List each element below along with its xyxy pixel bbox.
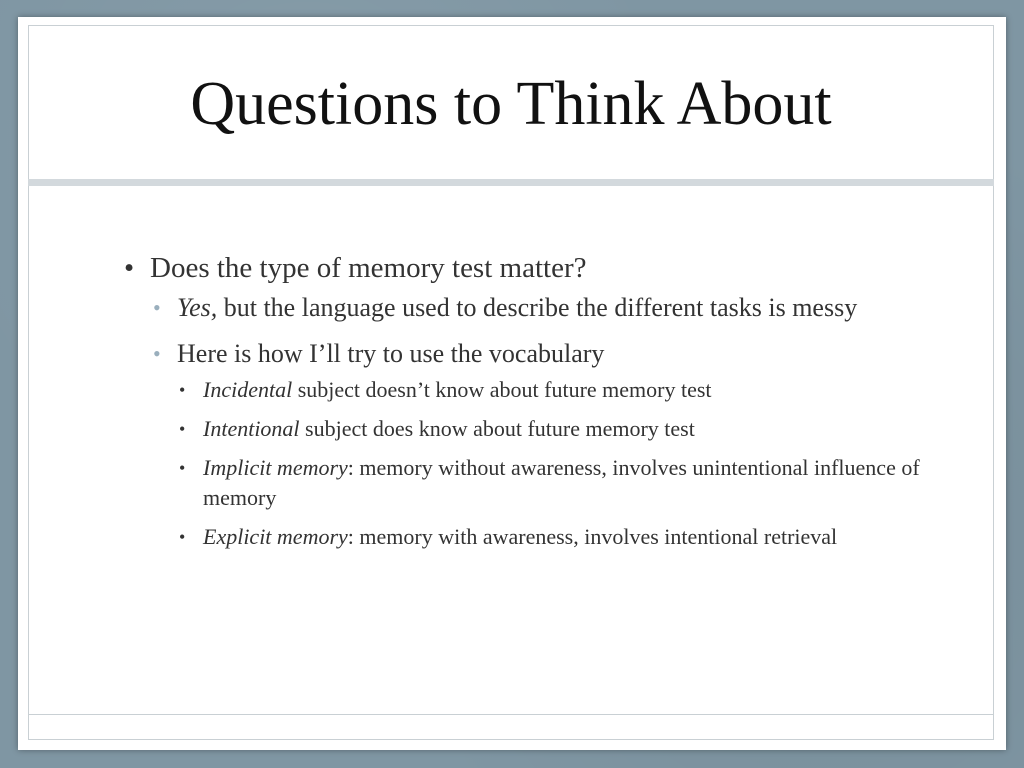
- term-intentional: Intentional: [203, 416, 300, 441]
- bullet-text: but the language used to describe the different tasks is messy: [217, 293, 858, 322]
- bullet-level-2: [151, 335, 930, 552]
- vocabulary-list: [177, 375, 930, 552]
- term-definition: : memory without awareness, involves unintentional influence of memory: [203, 455, 920, 510]
- bullet-text: Here is how I’ll try to use the vocabulary: [177, 339, 605, 368]
- sub-bullet-list: [150, 289, 930, 552]
- bullet-level-1: [110, 249, 930, 552]
- bullet-level-3: [177, 414, 930, 444]
- bullet-dot: •: [179, 527, 186, 547]
- term-incidental: Incidental: [203, 377, 293, 402]
- bullet-level-2: [151, 289, 930, 327]
- bullet-level-3: [177, 453, 930, 513]
- bullet-list: [110, 249, 930, 552]
- bullet-dot: •: [124, 252, 135, 284]
- bullet-emphasis: Yes,: [177, 293, 218, 322]
- bullet-dot: •: [179, 380, 186, 400]
- term-definition: subject does know about future memory test: [299, 416, 695, 441]
- term-implicit-memory: Implicit memory: [203, 455, 348, 480]
- bullet-dot: •: [153, 295, 161, 320]
- term-definition: subject doesn’t know about future memory test: [292, 377, 712, 402]
- title-divider: [28, 179, 994, 186]
- bullet-level-3: [177, 522, 930, 552]
- slide-title: Questions to Think About: [190, 70, 832, 138]
- slide-content: [110, 249, 930, 561]
- bullet-dot: •: [153, 341, 161, 366]
- term-definition: : memory with awareness, involves intentional retrieval: [347, 524, 838, 549]
- bullet-dot: •: [179, 419, 186, 439]
- slide: [18, 17, 1006, 750]
- bullet-dot: •: [179, 458, 186, 478]
- bullet-level-3: [177, 375, 930, 405]
- bullet-text: Does the type of memory test matter?: [150, 252, 587, 284]
- footer-divider: [28, 714, 994, 715]
- term-explicit-memory: Explicit memory: [203, 524, 348, 549]
